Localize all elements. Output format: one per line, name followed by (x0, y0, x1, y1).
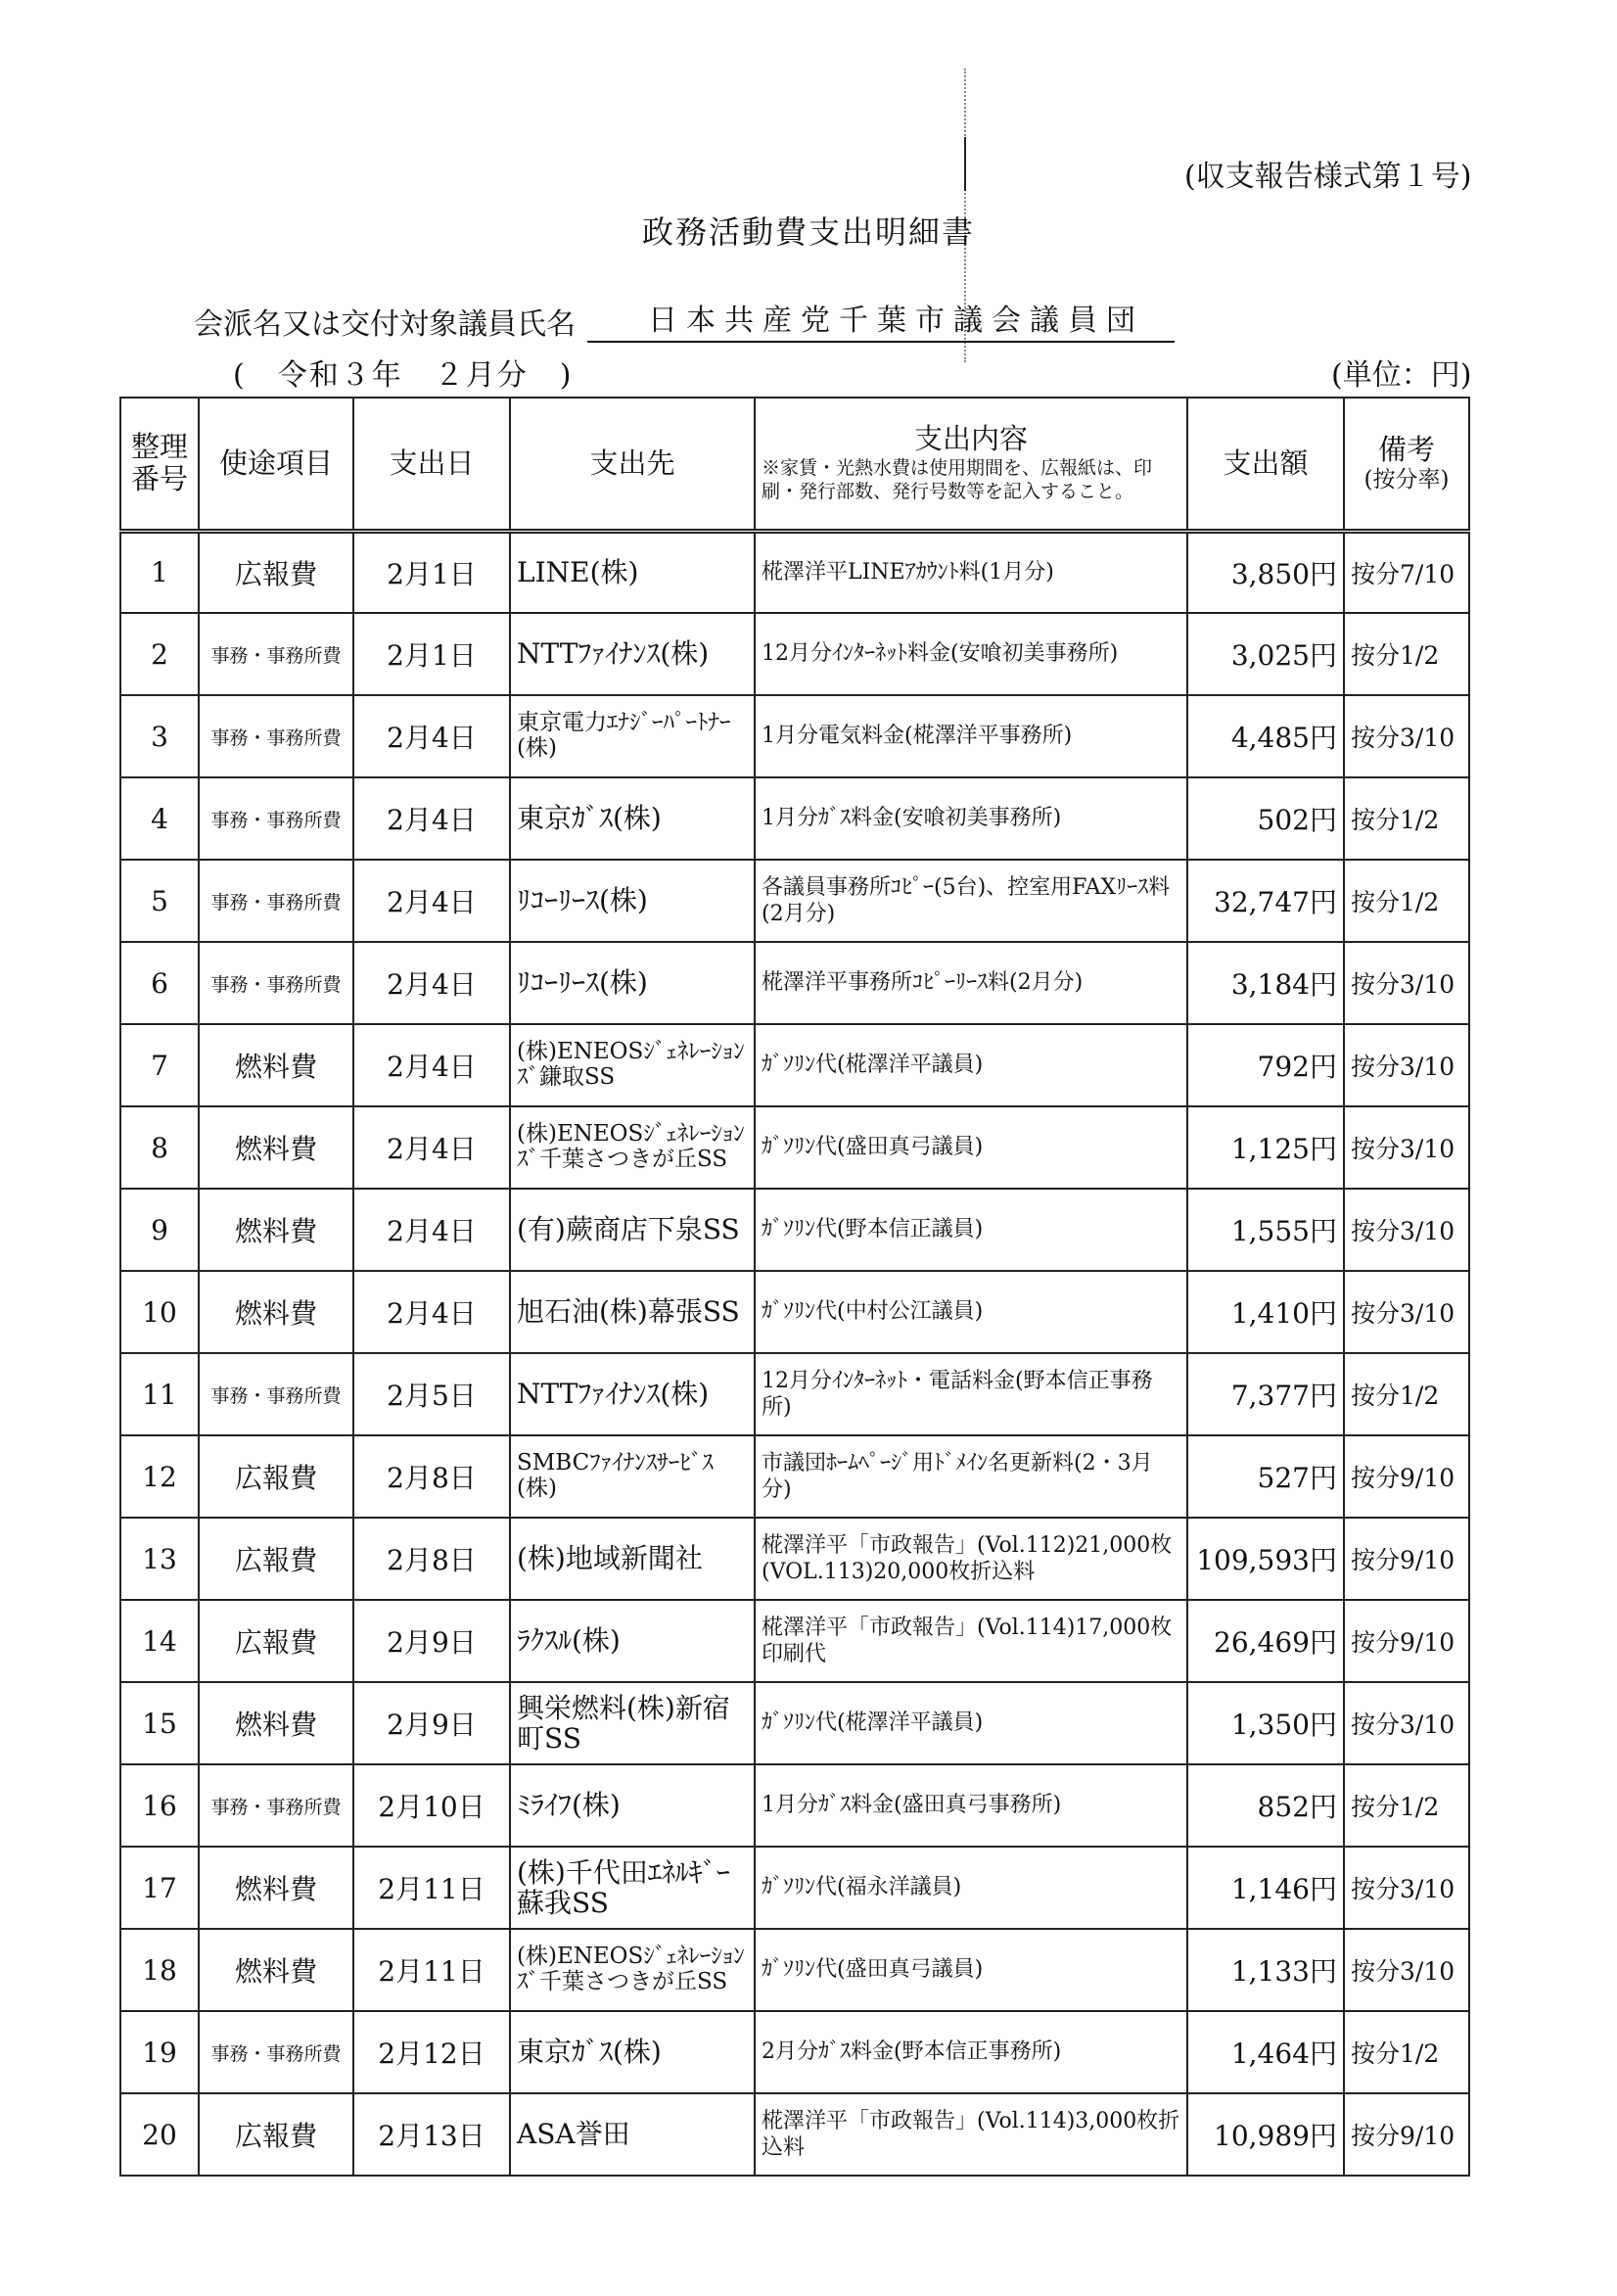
party-label: 会派名又は交付対象議員氏名 (194, 307, 576, 342)
expense-content: ｶﾞｿﾘﾝ代(盛田真弓議員) (755, 1106, 1187, 1189)
table-row (120, 860, 1469, 942)
payee: ﾘｺｰﾘｰｽ(株) (510, 860, 755, 942)
row-number: 17 (120, 1847, 199, 1929)
header-content-note: ※家賃・光熱水費は使用期間を、広報紙は、印刷・発行部数、発行号数等を記入すること。 (762, 457, 1153, 502)
expense-content: 2月分ｶﾞｽ料金(野本信正事務所) (755, 2011, 1187, 2093)
remarks: 按分9/10 (1344, 1518, 1469, 1600)
amount: 1,410円 (1187, 1271, 1344, 1353)
amount: 502円 (1187, 777, 1344, 860)
party-row (194, 296, 1175, 343)
remarks: 按分3/10 (1344, 1106, 1469, 1189)
expense-table (119, 397, 1470, 2177)
expense-content: ｶﾞｿﾘﾝ代(中村公江議員) (755, 1271, 1187, 1353)
amount: 3,025円 (1187, 613, 1344, 695)
amount: 527円 (1187, 1435, 1344, 1518)
payee: ﾗｸｽﾙ(株) (510, 1600, 755, 1682)
use-category: 燃料費 (199, 1189, 353, 1271)
party-name: 日本共産党千葉市議会議員団 (587, 296, 1175, 343)
use-category: 燃料費 (199, 1106, 353, 1189)
table-row (120, 1271, 1469, 1353)
use-category: 事務・事務所費 (199, 695, 353, 777)
payee: LINE(株) (510, 531, 755, 613)
payee: (株)千代田ｴﾈﾙｷﾞｰ蘇我SS (510, 1847, 755, 1929)
amount: 1,555円 (1187, 1189, 1344, 1271)
expense-date: 2月8日 (353, 1435, 510, 1518)
use-category: 事務・事務所費 (199, 2011, 353, 2093)
remarks: 按分9/10 (1344, 2093, 1469, 2176)
remarks: 按分1/2 (1344, 613, 1469, 695)
page-title: 政務活動費支出明細書 (641, 213, 975, 251)
remarks: 按分3/10 (1344, 1189, 1469, 1271)
header-remarks-label: 備考 (1377, 433, 1435, 467)
row-number: 10 (120, 1271, 199, 1353)
remarks: 按分1/2 (1344, 777, 1469, 860)
expense-date: 2月8日 (353, 1518, 510, 1600)
table-row (120, 1929, 1469, 2011)
use-category: 広報費 (199, 2093, 353, 2176)
row-number: 2 (120, 613, 199, 695)
table-row (120, 1353, 1469, 1435)
table-row (120, 942, 1469, 1024)
row-number: 3 (120, 695, 199, 777)
row-number: 7 (120, 1024, 199, 1106)
payee: 興栄燃料(株)新宿町SS (510, 1682, 755, 1764)
expense-date: 2月9日 (353, 1682, 510, 1764)
remarks: 按分1/2 (1344, 2011, 1469, 2093)
remarks: 按分3/10 (1344, 695, 1469, 777)
expense-content: 12月分ｲﾝﾀｰﾈｯﾄ料金(安喰初美事務所) (755, 613, 1187, 695)
use-category: 事務・事務所費 (199, 860, 353, 942)
remarks: 按分3/10 (1344, 1929, 1469, 2011)
unit-label: (単位：円) (1331, 358, 1472, 393)
row-number: 13 (120, 1518, 199, 1600)
payee: SMBCﾌｧｲﾅﾝｽｻｰﾋﾞｽ(株) (510, 1435, 755, 1518)
use-category: 事務・事務所費 (199, 1353, 353, 1435)
table-row (120, 695, 1469, 777)
expense-content: 椛澤洋平「市政報告」(Vol.112)21,000枚(VOL.113)20,000枚折込料 (755, 1518, 1187, 1600)
use-category: 広報費 (199, 531, 353, 613)
remarks: 按分7/10 (1344, 531, 1469, 613)
expense-date: 2月4日 (353, 1106, 510, 1189)
expense-date: 2月5日 (353, 1353, 510, 1435)
remarks: 按分1/2 (1344, 860, 1469, 942)
expense-content: 1月分電気料金(椛澤洋平事務所) (755, 695, 1187, 777)
remarks: 按分3/10 (1344, 1024, 1469, 1106)
amount: 4,485円 (1187, 695, 1344, 777)
remarks: 按分3/10 (1344, 1271, 1469, 1353)
amount: 1,133円 (1187, 1929, 1344, 2011)
payee: (株)地域新聞社 (510, 1518, 755, 1600)
amount: 10,989円 (1187, 2093, 1344, 2176)
expense-date: 2月1日 (353, 531, 510, 613)
expense-date: 2月12日 (353, 2011, 510, 2093)
expense-date: 2月10日 (353, 1764, 510, 1847)
row-number: 1 (120, 531, 199, 613)
expense-date: 2月1日 (353, 613, 510, 695)
amount: 3,184円 (1187, 942, 1344, 1024)
expense-date: 2月4日 (353, 695, 510, 777)
expense-content: ｶﾞｿﾘﾝ代(福永洋議員) (755, 1847, 1187, 1929)
header-payee: 支出先 (510, 398, 755, 531)
use-category: 燃料費 (199, 1271, 353, 1353)
payee: (株)ENEOSｼﾞｪﾈﾚｰｼｮﾝｽﾞ鎌取SS (510, 1024, 755, 1106)
remarks: 按分3/10 (1344, 1847, 1469, 1929)
expense-date: 2月4日 (353, 777, 510, 860)
expense-content: 各議員事務所ｺﾋﾟｰ(5台)、控室用FAXﾘｰｽ料(2月分) (755, 860, 1187, 942)
payee: NTTﾌｧｲﾅﾝｽ(株) (510, 1353, 755, 1435)
payee: (株)ENEOSｼﾞｪﾈﾚｰｼｮﾝｽﾞ千葉さつきが丘SS (510, 1929, 755, 2011)
use-category: 事務・事務所費 (199, 1764, 353, 1847)
expense-content: ｶﾞｿﾘﾝ代(野本信正議員) (755, 1189, 1187, 1271)
header-use: 使途項目 (199, 398, 353, 531)
row-number: 14 (120, 1600, 199, 1682)
amount: 792円 (1187, 1024, 1344, 1106)
expense-content: ｶﾞｿﾘﾝ代(盛田真弓議員) (755, 1929, 1187, 2011)
expense-date: 2月13日 (353, 2093, 510, 2176)
payee: ASA誉田 (510, 2093, 755, 2176)
table-row (120, 1024, 1469, 1106)
payee: NTTﾌｧｲﾅﾝｽ(株) (510, 613, 755, 695)
table-row (120, 1764, 1469, 1847)
remarks: 按分1/2 (1344, 1764, 1469, 1847)
header-amount: 支出額 (1187, 398, 1344, 531)
row-number: 16 (120, 1764, 199, 1847)
expense-content: 椛澤洋平事務所ｺﾋﾟｰﾘｰｽ料(2月分) (755, 942, 1187, 1024)
table-row (120, 1189, 1469, 1271)
row-number: 8 (120, 1106, 199, 1189)
use-category: 燃料費 (199, 1929, 353, 2011)
amount: 7,377円 (1187, 1353, 1344, 1435)
row-number: 9 (120, 1189, 199, 1271)
table-row (120, 1518, 1469, 1600)
amount: 3,850円 (1187, 531, 1344, 613)
use-category: 広報費 (199, 1600, 353, 1682)
row-number: 15 (120, 1682, 199, 1764)
row-number: 5 (120, 860, 199, 942)
row-number: 19 (120, 2011, 199, 2093)
amount: 1,350円 (1187, 1682, 1344, 1764)
expense-content: 椛澤洋平「市政報告」(Vol.114)3,000枚折込料 (755, 2093, 1187, 2176)
expense-date: 2月4日 (353, 1271, 510, 1353)
use-category: 燃料費 (199, 1847, 353, 1929)
payee: 旭石油(株)幕張SS (510, 1271, 755, 1353)
row-number: 20 (120, 2093, 199, 2176)
header-date: 支出日 (353, 398, 510, 531)
expense-date: 2月11日 (353, 1929, 510, 2011)
row-number: 6 (120, 942, 199, 1024)
expense-content: 12月分ｲﾝﾀｰﾈｯﾄ・電話料金(野本信正事務所) (755, 1353, 1187, 1435)
table-row (120, 1682, 1469, 1764)
payee: 東京電力ｴﾅｼﾞｰﾊﾟｰﾄﾅｰ(株) (510, 695, 755, 777)
table-row (120, 2093, 1469, 2176)
payee: 東京ｶﾞｽ(株) (510, 777, 755, 860)
amount: 32,747円 (1187, 860, 1344, 942)
use-category: 燃料費 (199, 1682, 353, 1764)
amount: 1,464円 (1187, 2011, 1344, 2093)
table-row (120, 1435, 1469, 1518)
table-row (120, 1106, 1469, 1189)
use-category: 事務・事務所費 (199, 777, 353, 860)
period: ( 令和３年 ２月分 ) (233, 358, 574, 393)
amount: 109,593円 (1187, 1518, 1344, 1600)
table-row (120, 1847, 1469, 1929)
table-row (120, 1600, 1469, 1682)
form-number: (収支報告様式第１号) (1184, 160, 1472, 194)
use-category: 燃料費 (199, 1024, 353, 1106)
use-category: 広報費 (199, 1435, 353, 1518)
table-row (120, 531, 1469, 613)
header-content (755, 398, 1187, 531)
header-no: 整理番号 (120, 398, 199, 531)
header-remarks-sub: (按分率) (1363, 466, 1450, 492)
row-number: 18 (120, 1929, 199, 2011)
header-row (120, 398, 1469, 531)
header-content-label: 支出内容 (913, 421, 1028, 455)
remarks: 按分9/10 (1344, 1435, 1469, 1518)
table-row (120, 613, 1469, 695)
fold-mark-line (964, 137, 966, 191)
row-number: 12 (120, 1435, 199, 1518)
amount: 852円 (1187, 1764, 1344, 1847)
payee: (有)蕨商店下泉SS (510, 1189, 755, 1271)
expense-date: 2月4日 (353, 942, 510, 1024)
expense-date: 2月11日 (353, 1847, 510, 1929)
payee: (株)ENEOSｼﾞｪﾈﾚｰｼｮﾝｽﾞ千葉さつきが丘SS (510, 1106, 755, 1189)
payee: 東京ｶﾞｽ(株) (510, 2011, 755, 2093)
expense-content: 1月分ｶﾞｽ料金(盛田真弓事務所) (755, 1764, 1187, 1847)
amount: 1,125円 (1187, 1106, 1344, 1189)
table-row (120, 777, 1469, 860)
row-number: 4 (120, 777, 199, 860)
payee: ﾘｺｰﾘｰｽ(株) (510, 942, 755, 1024)
amount: 26,469円 (1187, 1600, 1344, 1682)
expense-content: 椛澤洋平LINEｱｶｳﾝﾄ料(1月分) (755, 531, 1187, 613)
expense-date: 2月4日 (353, 1024, 510, 1106)
amount: 1,146円 (1187, 1847, 1344, 1929)
remarks: 按分3/10 (1344, 1682, 1469, 1764)
expense-content: 市議団ﾎｰﾑﾍﾟｰｼﾞ用ﾄﾞﾒｲﾝ名更新料(2・3月分) (755, 1435, 1187, 1518)
use-category: 事務・事務所費 (199, 942, 353, 1024)
expense-content: ｶﾞｿﾘﾝ代(椛澤洋平議員) (755, 1024, 1187, 1106)
use-category: 広報費 (199, 1518, 353, 1600)
expense-content: 1月分ｶﾞｽ料金(安喰初美事務所) (755, 777, 1187, 860)
remarks: 按分9/10 (1344, 1600, 1469, 1682)
remarks: 按分3/10 (1344, 942, 1469, 1024)
remarks: 按分1/2 (1344, 1353, 1469, 1435)
use-category: 事務・事務所費 (199, 613, 353, 695)
expense-content: 椛澤洋平「市政報告」(Vol.114)17,000枚印刷代 (755, 1600, 1187, 1682)
payee: ﾐﾗｲﾌ(株) (510, 1764, 755, 1847)
expense-date: 2月4日 (353, 860, 510, 942)
expense-date: 2月9日 (353, 1600, 510, 1682)
table-row (120, 2011, 1469, 2093)
expense-content: ｶﾞｿﾘﾝ代(椛澤洋平議員) (755, 1682, 1187, 1764)
row-number: 11 (120, 1353, 199, 1435)
header-remarks (1344, 398, 1469, 531)
expense-date: 2月4日 (353, 1189, 510, 1271)
